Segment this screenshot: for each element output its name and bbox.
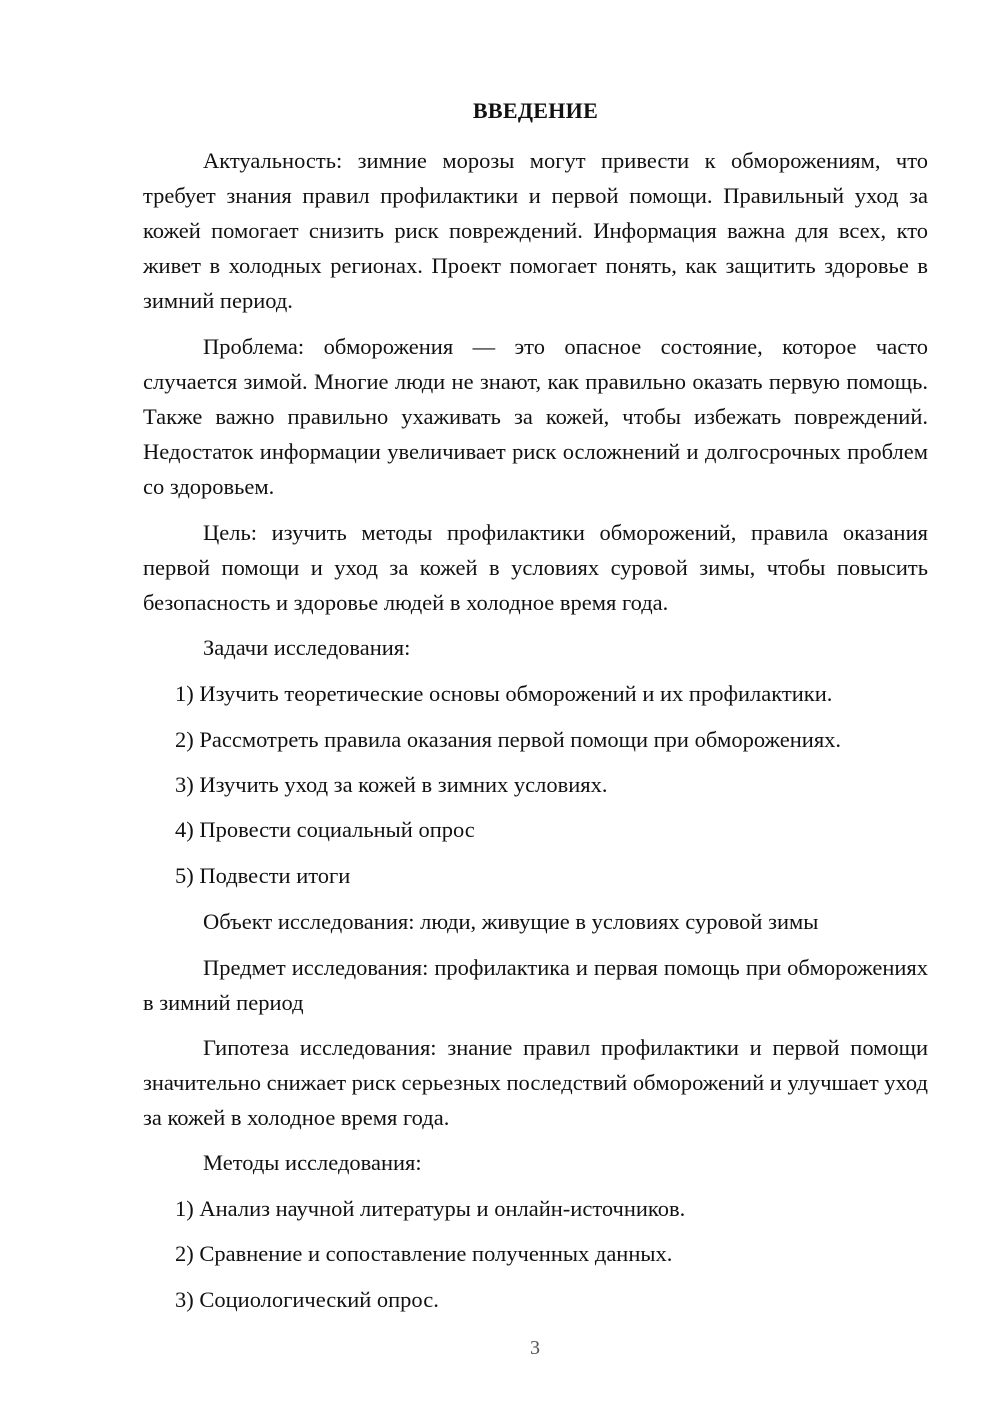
task-item: 1) Изучить теоретические основы обморожений и их профилактики.: [175, 681, 833, 706]
relevance-paragraph: Актуальность: зимние морозы могут привести к обморожениям, что требует знания правил профилактики и первой помощи. Правильный уход за кожей помогает снизить риск повреждений. Информация важна для всех, кто живет в холодных регионах. Проект помогает понять, как защитить здоровье в зимний период.: [143, 148, 928, 313]
task-item: 3) Изучить уход за кожей в зимних условиях.: [175, 772, 608, 797]
method-item: 3) Социологический опрос.: [175, 1287, 439, 1312]
task-item: 2) Рассмотреть правила оказания первой помощи при обморожениях.: [175, 727, 842, 752]
page-number: 3: [530, 1337, 540, 1359]
hypothesis-paragraph: Гипотеза исследования: знание правил профилактики и первой помощи значительно снижает риск серьезных последствий обморожений и улучшает уход за кожей в холодное время года.: [143, 1035, 928, 1130]
task-item: 5) Подвести итоги: [175, 863, 351, 888]
method-item: 2) Сравнение и сопоставление полученных данных.: [175, 1241, 673, 1266]
task-item: 4) Провести социальный опрос: [175, 817, 475, 842]
methods-heading: Методы исследования:: [203, 1150, 422, 1175]
object-paragraph: Объект исследования: люди, живущие в условиях суровой зимы: [203, 909, 819, 934]
method-item: 1) Анализ научной литературы и онлайн-источников.: [175, 1196, 686, 1221]
subject-paragraph: Предмет исследования: профилактика и первая помощь при обморожениях в зимний период: [143, 955, 928, 1015]
section-title: ВВЕДЕНИЕ: [472, 98, 599, 123]
problem-paragraph: Проблема: обморожения — это опасное состояние, которое часто случается зимой. Многие люди не знают, как правильно оказать первую помощь. Также важно правильно ухаживать за кожей, чтобы избежать повреждений. Недостаток информации увеличивает риск осложнений и долгосрочных проблем со здоровьем.: [143, 334, 928, 499]
goal-paragraph: Цель: изучить методы профилактики обморожений, правила оказания первой помощи и уход за кожей в условиях суровой зимы, чтобы повысить безопасность и здоровье людей в холодное время года.: [143, 520, 928, 615]
tasks-heading: Задачи исследования:: [203, 635, 411, 660]
